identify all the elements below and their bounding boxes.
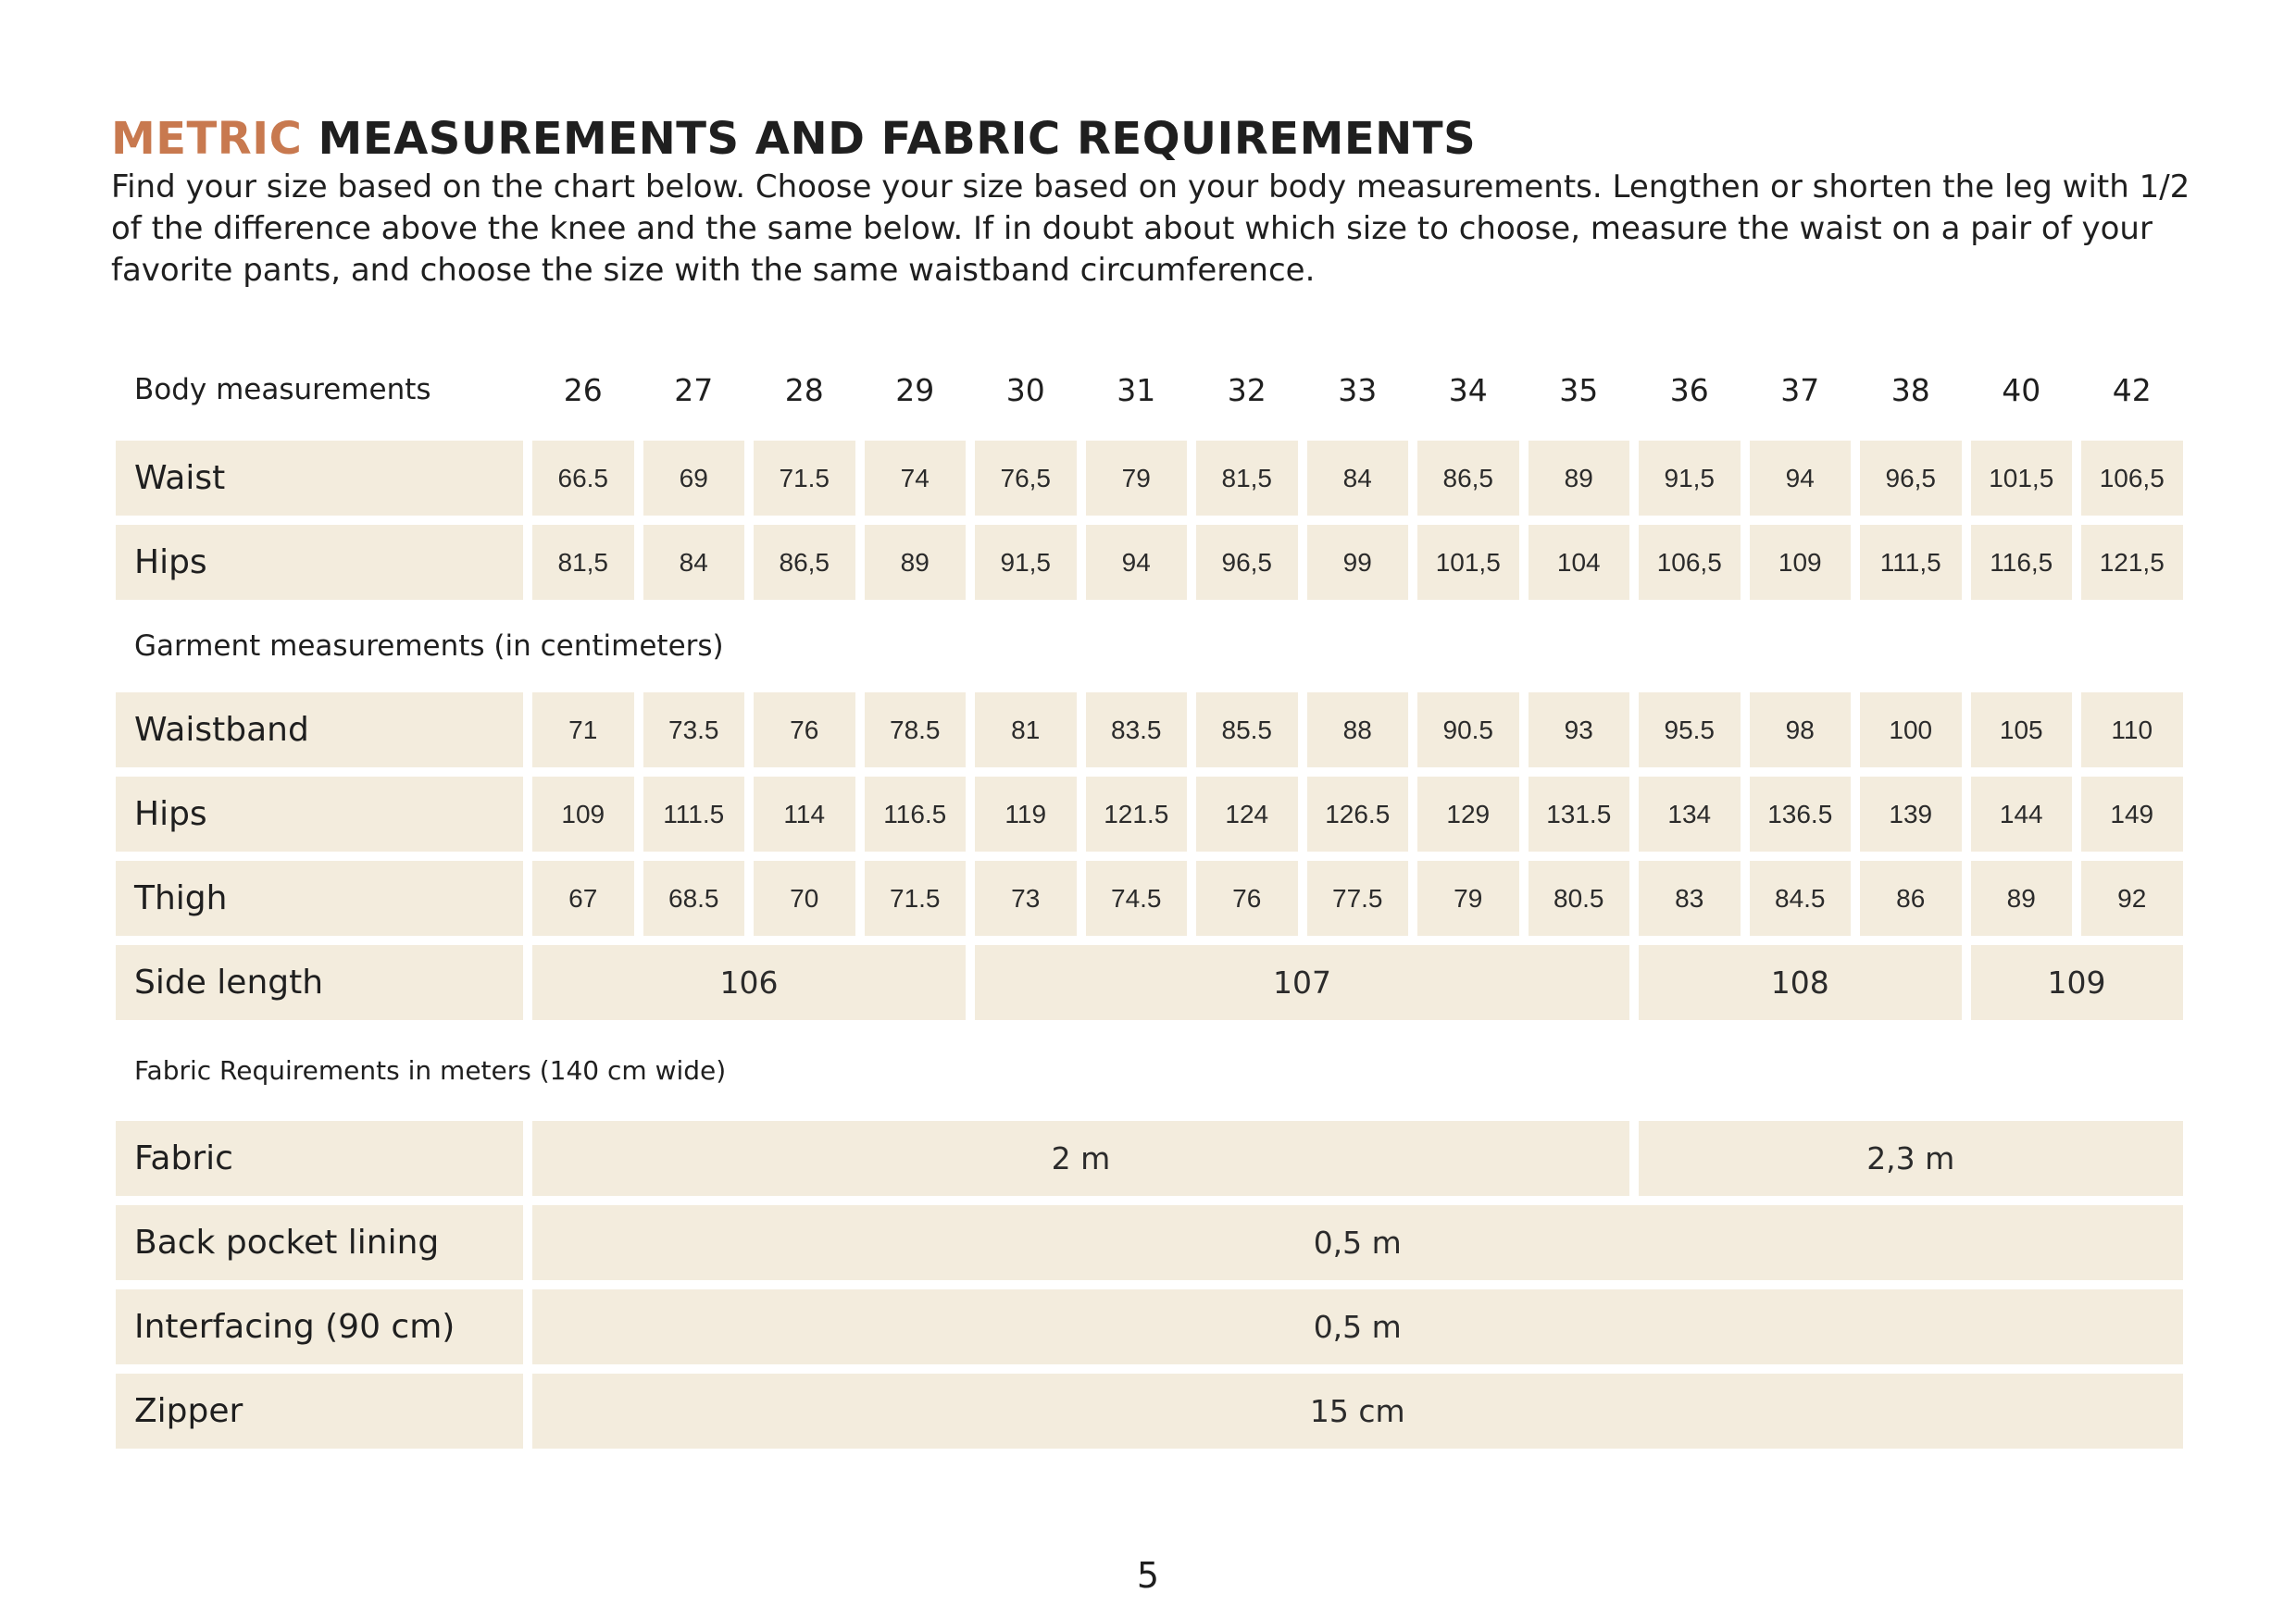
table-cell: 88 bbox=[1307, 692, 1409, 767]
table-cell: 71 bbox=[532, 692, 634, 767]
fabric-requirements-header: Fabric Requirements in meters (140 cm wide) bbox=[134, 1055, 727, 1086]
table-cell: 98 bbox=[1750, 692, 1852, 767]
table-cell: 66.5 bbox=[532, 441, 634, 516]
size-header: 29 bbox=[895, 371, 935, 408]
table-cell: 86,5 bbox=[754, 525, 855, 600]
table-cell: 68.5 bbox=[643, 861, 745, 936]
table-cell: 136.5 bbox=[1750, 777, 1852, 852]
title-rest: MEASUREMENTS AND FABRIC REQUIREMENTS bbox=[302, 113, 1477, 165]
table-cell: 89 bbox=[1529, 441, 1630, 516]
table-cell: 90.5 bbox=[1417, 692, 1519, 767]
fabric-cell: 2 m bbox=[532, 1121, 1629, 1196]
table-cell: 144 bbox=[1971, 777, 2073, 852]
table-cell: 105 bbox=[1971, 692, 2073, 767]
table-cell: 96,5 bbox=[1196, 525, 1298, 600]
table-cell: 83.5 bbox=[1086, 692, 1188, 767]
table-cell: 81,5 bbox=[532, 525, 634, 600]
table-cell: 84 bbox=[643, 525, 745, 600]
table-cell: 79 bbox=[1417, 861, 1519, 936]
table-cell: 109 bbox=[1750, 525, 1852, 600]
table-cell: 77.5 bbox=[1307, 861, 1409, 936]
table-cell: 84.5 bbox=[1750, 861, 1852, 936]
table-cell: 92 bbox=[2081, 861, 2183, 936]
side-length-cell: 107 bbox=[975, 945, 1629, 1020]
side-length-cell: 108 bbox=[1639, 945, 1962, 1020]
page-number: 5 bbox=[1136, 1555, 1160, 1596]
table-cell: 70 bbox=[754, 861, 855, 936]
row-label-side-length: Side length bbox=[116, 945, 523, 1020]
row-label-waist: Waist bbox=[116, 441, 523, 516]
size-header: 40 bbox=[2002, 371, 2041, 408]
table-cell: 124 bbox=[1196, 777, 1298, 852]
size-header: 38 bbox=[1890, 371, 1930, 408]
fabric-cell: 2,3 m bbox=[1639, 1121, 2183, 1196]
size-chart bbox=[116, 348, 2183, 1449]
intro-text: Find your size based on the chart below. Choose your size based on your body measurements. Lengthen or shorten the leg with 1/2 of the difference above the knee and the same below. If in doubt about which size to choose, measure the waist on a pair of your favorite pants, and choose the size with the same waistband circumference. bbox=[111, 168, 2190, 289]
row-label-garment-hips: Hips bbox=[116, 777, 523, 852]
table-cell: 116,5 bbox=[1971, 525, 2073, 600]
row-label-waistband: Waistband bbox=[116, 692, 523, 767]
table-cell: 116.5 bbox=[865, 777, 967, 852]
table-cell: 67 bbox=[532, 861, 634, 936]
table-cell: 74 bbox=[865, 441, 967, 516]
table-cell: 126.5 bbox=[1307, 777, 1409, 852]
table-cell: 129 bbox=[1417, 777, 1519, 852]
row-label-hips: Hips bbox=[116, 525, 523, 600]
size-header: 28 bbox=[784, 371, 824, 408]
size-header: 36 bbox=[1669, 371, 1709, 408]
table-cell: 76 bbox=[1196, 861, 1298, 936]
table-cell: 73.5 bbox=[643, 692, 745, 767]
table-cell: 134 bbox=[1639, 777, 1741, 852]
table-cell: 69 bbox=[643, 441, 745, 516]
side-length-cell: 109 bbox=[1971, 945, 2183, 1020]
size-header: 34 bbox=[1448, 371, 1488, 408]
table-cell: 94 bbox=[1750, 441, 1852, 516]
table-cell: 91,5 bbox=[1639, 441, 1741, 516]
table-cell: 100 bbox=[1860, 692, 1962, 767]
table-cell: 149 bbox=[2081, 777, 2183, 852]
table-cell: 106,5 bbox=[2081, 441, 2183, 516]
table-cell: 104 bbox=[1529, 525, 1630, 600]
row-label-interfacing: Interfacing (90 cm) bbox=[116, 1289, 523, 1364]
table-cell: 93 bbox=[1529, 692, 1630, 767]
size-header: 27 bbox=[674, 371, 714, 408]
table-cell: 80.5 bbox=[1529, 861, 1630, 936]
side-length-cell: 106 bbox=[532, 945, 966, 1020]
table-cell: 119 bbox=[975, 777, 1077, 852]
table-cell: 79 bbox=[1086, 441, 1188, 516]
table-cell: 99 bbox=[1307, 525, 1409, 600]
table-cell: 81 bbox=[975, 692, 1077, 767]
size-header: 35 bbox=[1559, 371, 1599, 408]
zipper-cell: 15 cm bbox=[532, 1374, 2183, 1449]
table-cell: 94 bbox=[1086, 525, 1188, 600]
table-cell: 74.5 bbox=[1086, 861, 1188, 936]
table-cell: 121.5 bbox=[1086, 777, 1188, 852]
table-cell: 131.5 bbox=[1529, 777, 1630, 852]
size-header: 31 bbox=[1117, 371, 1156, 408]
table-cell: 101,5 bbox=[1971, 441, 2073, 516]
size-header: 32 bbox=[1227, 371, 1267, 408]
row-label-thigh: Thigh bbox=[116, 861, 523, 936]
title-accent: METRIC bbox=[111, 113, 303, 165]
table-cell: 109 bbox=[532, 777, 634, 852]
table-cell: 84 bbox=[1307, 441, 1409, 516]
table-cell: 106,5 bbox=[1639, 525, 1741, 600]
table-cell: 111.5 bbox=[643, 777, 745, 852]
table-cell: 71.5 bbox=[865, 861, 967, 936]
garment-measurements-header: Garment measurements (in centimeters) bbox=[134, 629, 724, 663]
table-cell: 81,5 bbox=[1196, 441, 1298, 516]
table-cell: 89 bbox=[865, 525, 967, 600]
table-cell: 89 bbox=[1971, 861, 2073, 936]
table-cell: 76 bbox=[754, 692, 855, 767]
table-cell: 85.5 bbox=[1196, 692, 1298, 767]
row-label-zipper: Zipper bbox=[116, 1374, 523, 1449]
page-title bbox=[111, 113, 1476, 165]
table-cell: 95.5 bbox=[1639, 692, 1741, 767]
back-pocket-lining-cell: 0,5 m bbox=[532, 1205, 2183, 1280]
size-header: 37 bbox=[1780, 371, 1820, 408]
body-measurements-header: Body measurements bbox=[134, 373, 431, 406]
table-cell: 110 bbox=[2081, 692, 2183, 767]
table-cell: 78.5 bbox=[865, 692, 967, 767]
size-header: 42 bbox=[2112, 371, 2152, 408]
table-cell: 121,5 bbox=[2081, 525, 2183, 600]
table-cell: 139 bbox=[1860, 777, 1962, 852]
table-cell: 111,5 bbox=[1860, 525, 1962, 600]
size-header: 30 bbox=[1005, 371, 1045, 408]
table-cell: 91,5 bbox=[975, 525, 1077, 600]
interfacing-cell: 0,5 m bbox=[532, 1289, 2183, 1364]
row-label-back-pocket-lining: Back pocket lining bbox=[116, 1205, 523, 1280]
table-cell: 86,5 bbox=[1417, 441, 1519, 516]
table-cell: 73 bbox=[975, 861, 1077, 936]
table-cell: 76,5 bbox=[975, 441, 1077, 516]
table-cell: 114 bbox=[754, 777, 855, 852]
table-cell: 71.5 bbox=[754, 441, 855, 516]
table-cell: 83 bbox=[1639, 861, 1741, 936]
size-header: 26 bbox=[563, 371, 603, 408]
row-label-fabric: Fabric bbox=[116, 1121, 523, 1196]
table-cell: 101,5 bbox=[1417, 525, 1519, 600]
table-cell: 86 bbox=[1860, 861, 1962, 936]
size-header: 33 bbox=[1338, 371, 1378, 408]
table-cell: 96,5 bbox=[1860, 441, 1962, 516]
